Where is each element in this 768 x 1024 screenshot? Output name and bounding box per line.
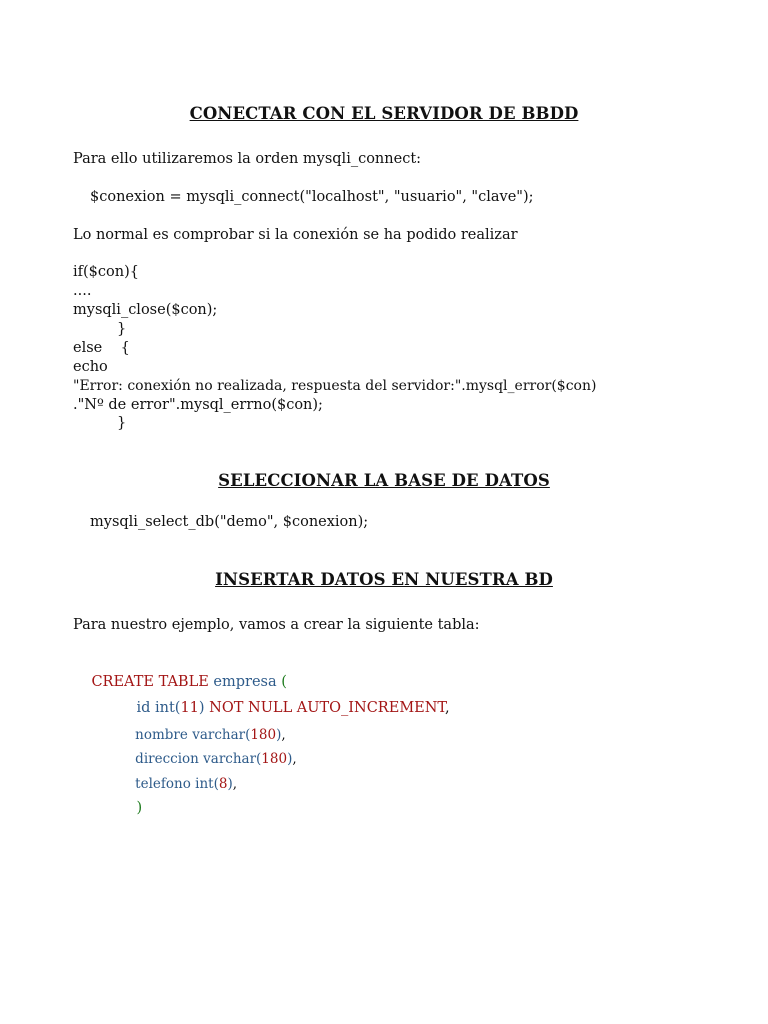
sql-keyword: CREATE TABLE (91, 674, 209, 690)
sql-column-type-close: ) (198, 700, 205, 716)
sql-column-type: varchar( (203, 751, 262, 767)
heading-insert: INSERTAR DATOS EN NUESTRA BD (215, 570, 553, 589)
connect-check-text: Lo normal es comprobar si la conexión se ha podido realizar (73, 227, 518, 243)
sql-open-paren: ( (281, 674, 287, 690)
sql-comma: , (232, 776, 238, 792)
sql-comma: , (281, 727, 286, 743)
sql-column-name: nombre (135, 727, 188, 743)
code-block-line: ."Nº de error".mysql_errno($con); (73, 397, 323, 413)
sql-column-size: 180 (261, 751, 288, 767)
sql-close-line (118, 780, 142, 837)
code-block-line: else { (73, 340, 130, 356)
sql-column-size: 11 (180, 700, 199, 716)
sql-comma: , (444, 700, 450, 716)
sql-table-name: empresa (213, 674, 277, 690)
sql-column-size: 8 (218, 776, 228, 792)
sql-column-size: 180 (250, 727, 277, 743)
heading-connect: CONECTAR CON EL SERVIDOR DE BBDD (189, 104, 579, 123)
sql-column-type-close: ) (287, 751, 293, 767)
code-block-line: echo (73, 359, 108, 375)
connect-intro: Para ello utilizaremos la orden mysqli_connect: (73, 151, 422, 167)
insert-intro: Para nuestro ejemplo, vamos a crear la siguiente tabla: (73, 617, 480, 633)
select-code-line: mysqli_select_db("demo", $conexion); (90, 514, 369, 530)
code-block-line: if($con){ (73, 264, 139, 280)
sql-column-name: id (136, 700, 151, 716)
sql-column-type-close: ) (276, 727, 282, 743)
sql-column-type: varchar( (192, 727, 251, 743)
code-block-line: mysqli_close($con); (73, 302, 218, 318)
sql-close-paren: ) (136, 800, 143, 816)
sql-column-type: int( (154, 700, 181, 716)
connect-code-line: $conexion = mysqli_connect("localhost", "usuario", "clave"); (90, 189, 534, 205)
code-block-line: .... (73, 283, 92, 299)
sql-column-name: direccion (135, 751, 199, 767)
code-block-line: } (117, 415, 127, 431)
sql-column-type: int( (195, 776, 219, 792)
heading-select: SELECCIONAR LA BASE DE DATOS (218, 471, 550, 490)
sql-column-name: telefono (135, 776, 191, 792)
sql-comma: , (292, 751, 297, 767)
sql-column-constraints: NOT NULL AUTO_INCREMENT (209, 700, 445, 716)
code-block-line: "Error: conexión no realizada, respuesta del servidor:".mysql_error($con) (73, 378, 597, 394)
sql-column-type-close: ) (227, 776, 233, 792)
code-block-line: } (117, 321, 127, 337)
